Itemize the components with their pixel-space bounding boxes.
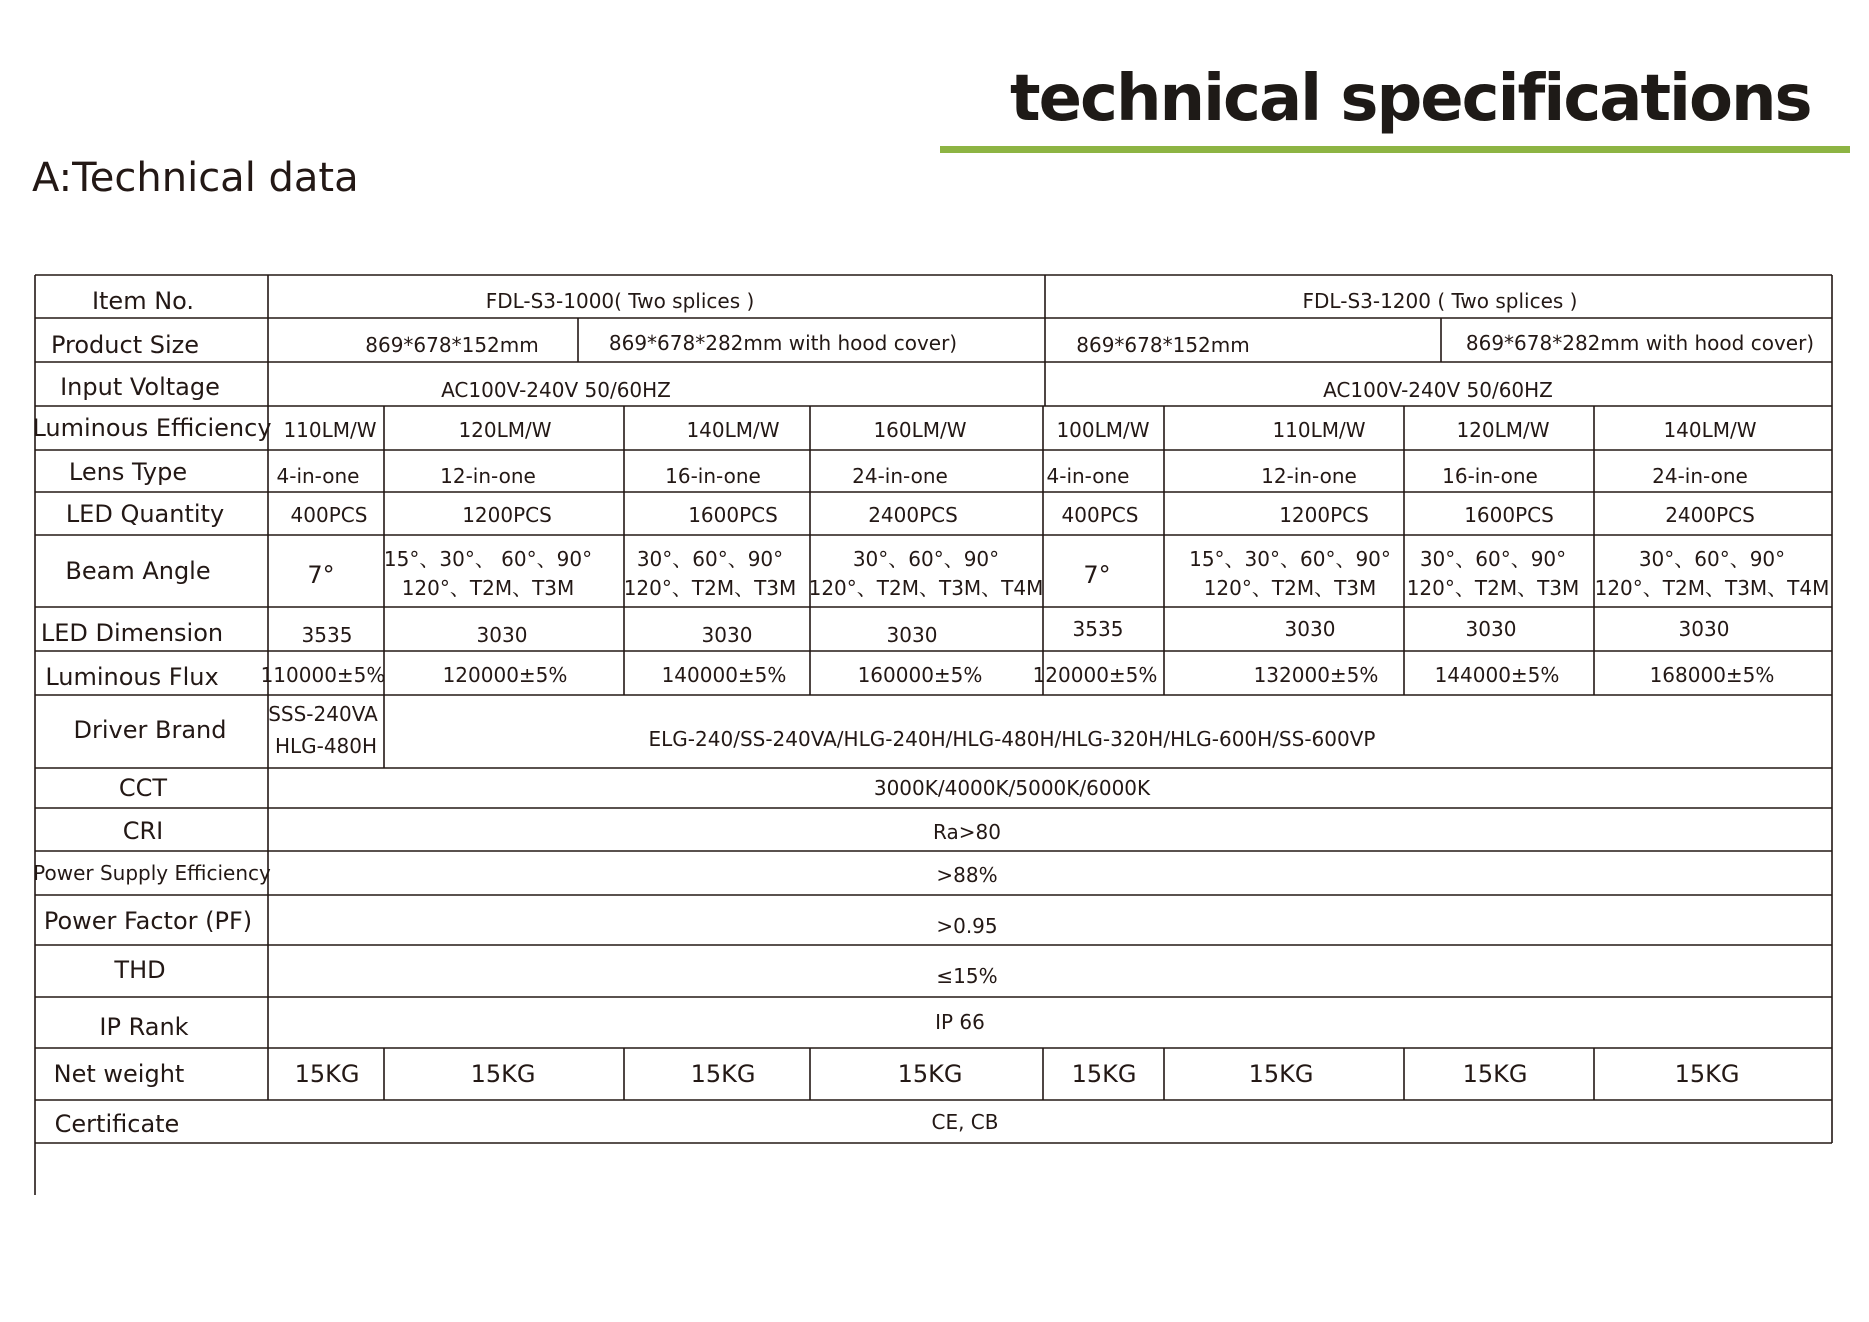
product-size-cell: 869*678*282mm with hood cover) <box>1465 331 1815 355</box>
lens-type-cell: 24-in-one <box>852 464 948 488</box>
beam-angle-cell: 30°、60°、90° <box>1638 547 1786 571</box>
lens-type-cell: 16-in-one <box>665 464 761 488</box>
luminous-efficiency-cell: 110LM/W <box>283 418 377 442</box>
beam-angle-cell: 15°、30°、60°、90° <box>1189 547 1391 571</box>
product-size-cell: 869*678*282mm with hood cover) <box>608 331 958 355</box>
item-no-model-1: FDL-S3-1000( Two splices ) <box>485 289 755 313</box>
led-dimension-cell: 3535 <box>301 623 353 647</box>
luminous-flux-cell: 140000±5% <box>661 663 787 687</box>
beam-angle-cell: 120°、T2M、T3M <box>1203 576 1377 600</box>
beam-angle-cell: 120°、T2M、T3M、T4M <box>1594 576 1830 600</box>
luminous-efficiency-cell: 110LM/W <box>1272 418 1366 442</box>
led-quantity-cell: 400PCS <box>290 503 368 527</box>
input-voltage-cell: AC100V-240V 50/60HZ <box>441 378 671 402</box>
cct-value: 3000K/4000K/5000K/6000K <box>873 776 1151 800</box>
luminous-flux-cell: 144000±5% <box>1434 663 1560 687</box>
power-factor-value: >0.95 <box>936 914 998 938</box>
luminous-flux-cell: 110000±5% <box>260 663 386 687</box>
section-title: A:Technical data <box>32 155 359 201</box>
power-supply-efficiency-value: >88% <box>936 863 998 887</box>
beam-angle-cell: 15°、30°、 60°、90° <box>383 547 593 571</box>
label-certificate: Certificate <box>54 1110 180 1138</box>
ip-rank-value: IP 66 <box>935 1010 985 1034</box>
beam-angle-cell: 7° <box>307 561 335 589</box>
label-led-dimension: LED Dimension <box>40 619 224 647</box>
net-weight-cell: 15KG <box>1674 1060 1740 1088</box>
luminous-efficiency-cell: 160LM/W <box>873 418 967 442</box>
luminous-flux-cell: 168000±5% <box>1649 663 1775 687</box>
label-ip-rank: IP Rank <box>99 1013 189 1041</box>
beam-angle-cell: 120°、T2M、T3M、T4M <box>808 576 1044 600</box>
luminous-flux-cell: 160000±5% <box>857 663 983 687</box>
led-dimension-cell: 3030 <box>1284 617 1336 641</box>
led-quantity-cell: 2400PCS <box>1665 503 1755 527</box>
luminous-efficiency-cell: 140LM/W <box>1663 418 1757 442</box>
luminous-flux-cell: 120000±5% <box>1032 663 1158 687</box>
led-quantity-cell: 1600PCS <box>688 503 778 527</box>
lens-type-cell: 12-in-one <box>440 464 536 488</box>
luminous-flux-cell: 132000±5% <box>1253 663 1379 687</box>
label-item-no: Item No. <box>91 287 195 315</box>
label-product-size: Product Size <box>50 331 200 359</box>
label-thd: THD <box>114 956 166 984</box>
label-lens-type: Lens Type <box>68 458 188 486</box>
lens-type-cell: 16-in-one <box>1442 464 1538 488</box>
luminous-efficiency-cell: 100LM/W <box>1056 418 1150 442</box>
led-dimension-cell: 3030 <box>476 623 528 647</box>
label-net-weight: Net weight <box>53 1060 185 1088</box>
lens-type-cell: 4-in-one <box>276 464 360 488</box>
lens-type-cell: 4-in-one <box>1046 464 1130 488</box>
input-voltage-cell: AC100V-240V 50/60HZ <box>1323 378 1553 402</box>
label-driver-brand: Driver Brand <box>73 716 227 744</box>
product-size-cell: 869*678*152mm <box>1076 333 1250 357</box>
net-weight-cell: 15KG <box>690 1060 756 1088</box>
thd-value: ≤15% <box>936 964 998 988</box>
luminous-efficiency-cell: 140LM/W <box>686 418 780 442</box>
beam-angle-cell: 30°、60°、90° <box>852 547 1000 571</box>
led-dimension-cell: 3030 <box>701 623 753 647</box>
label-power-factor: Power Factor (PF) <box>43 907 253 935</box>
label-led-quantity: LED Quantity <box>65 500 225 528</box>
driver-brand-others: ELG-240/SS-240VA/HLG-240H/HLG-480H/HLG-320H/HLG-600H/SS-600VP <box>648 727 1376 751</box>
net-weight-cell: 15KG <box>470 1060 536 1088</box>
luminous-flux-cell: 120000±5% <box>442 663 568 687</box>
luminous-efficiency-cell: 120LM/W <box>1456 418 1550 442</box>
led-quantity-cell: 1200PCS <box>462 503 552 527</box>
lens-type-cell: 12-in-one <box>1261 464 1357 488</box>
label-cri: CRI <box>122 817 164 845</box>
cri-value: Ra>80 <box>933 820 1001 844</box>
beam-angle-cell: 120°、T2M、T3M <box>1406 576 1580 600</box>
label-beam-angle: Beam Angle <box>65 557 211 585</box>
net-weight-cell: 15KG <box>897 1060 963 1088</box>
driver-brand-first: SSS-240VA <box>268 702 378 726</box>
label-input-voltage: Input Voltage <box>60 373 220 401</box>
beam-angle-cell: 30°、60°、90° <box>636 547 784 571</box>
led-dimension-cell: 3535 <box>1072 617 1124 641</box>
label-luminous-flux: Luminous Flux <box>45 663 219 691</box>
net-weight-cell: 15KG <box>1462 1060 1528 1088</box>
product-size-cell: 869*678*152mm <box>365 333 539 357</box>
driver-brand-first: HLG-480H <box>274 734 378 758</box>
main-title: technical specifications <box>1010 62 1811 136</box>
net-weight-cell: 15KG <box>294 1060 360 1088</box>
beam-angle-cell: 120°、T2M、T3M <box>401 576 575 600</box>
label-power-supply-efficiency: Power Supply Efficiency <box>33 861 271 885</box>
led-quantity-cell: 2400PCS <box>868 503 958 527</box>
beam-angle-cell: 120°、T2M、T3M <box>623 576 797 600</box>
item-no-model-2: FDL-S3-1200 ( Two splices ) <box>1302 289 1578 313</box>
led-dimension-cell: 3030 <box>1465 617 1517 641</box>
led-dimension-cell: 3030 <box>1678 617 1730 641</box>
beam-angle-cell: 30°、60°、90° <box>1419 547 1567 571</box>
led-quantity-cell: 1200PCS <box>1279 503 1369 527</box>
lens-type-cell: 24-in-one <box>1652 464 1748 488</box>
luminous-efficiency-cell: 120LM/W <box>458 418 552 442</box>
led-dimension-cell: 3030 <box>886 623 938 647</box>
net-weight-cell: 15KG <box>1248 1060 1314 1088</box>
certificate-value: CE, CB <box>931 1110 999 1134</box>
beam-angle-cell: 7° <box>1083 561 1111 589</box>
net-weight-cell: 15KG <box>1071 1060 1137 1088</box>
led-quantity-cell: 400PCS <box>1061 503 1139 527</box>
label-luminous-efficiency: Luminous Efficiency <box>32 414 272 442</box>
label-cct: CCT <box>118 774 168 802</box>
led-quantity-cell: 1600PCS <box>1464 503 1554 527</box>
